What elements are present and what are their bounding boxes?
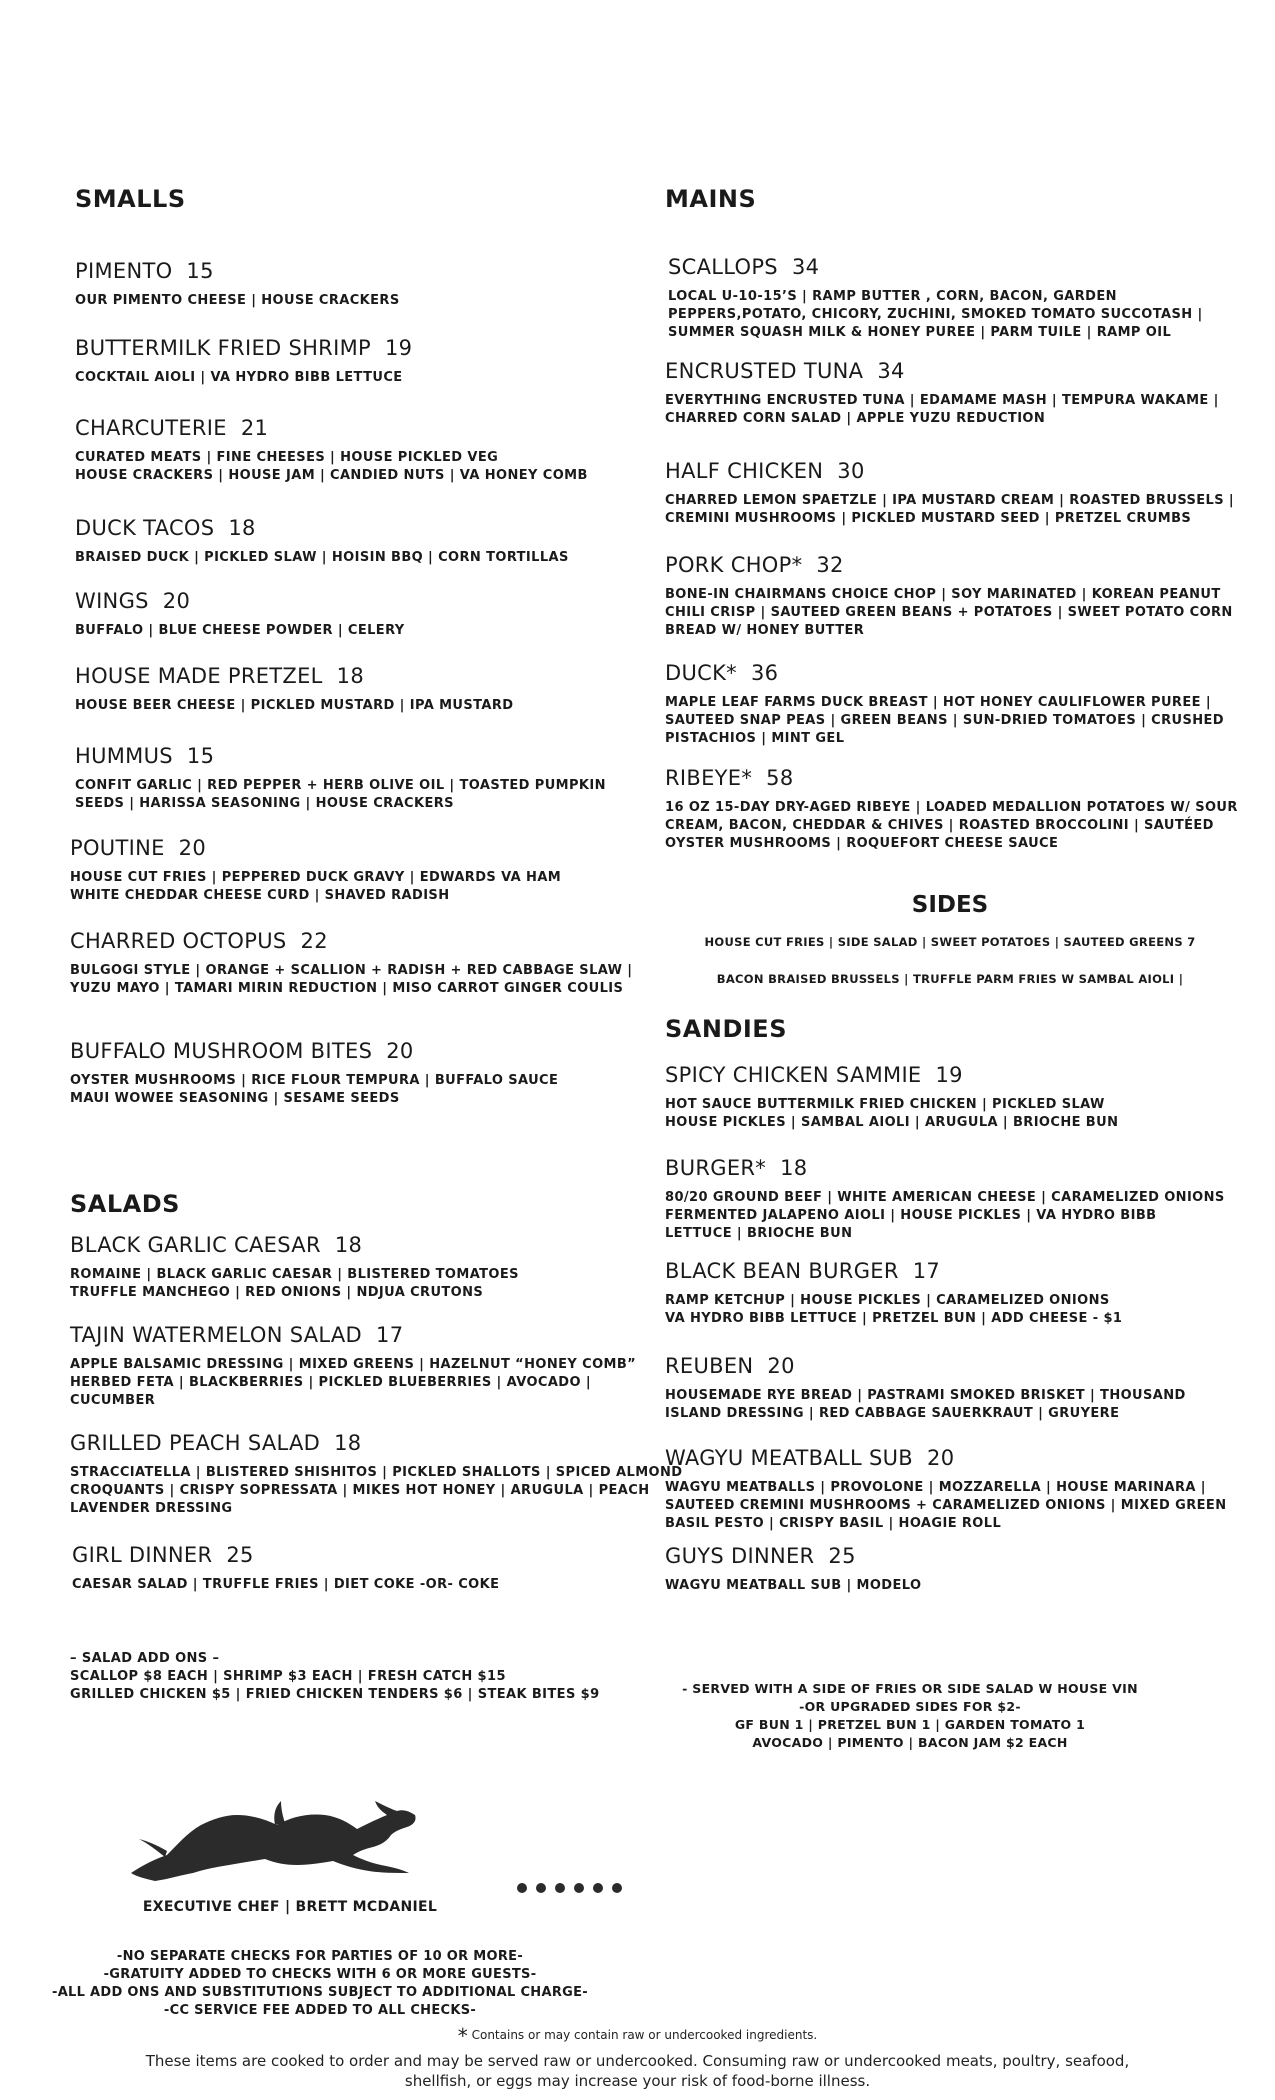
description-line: SAUTEED SNAP PEAS | GREEN BEANS | SUN-DRIED TOMATOES | CRUSHED	[665, 713, 1224, 728]
menu-item-title: ENCRUSTED TUNA	[665, 359, 864, 383]
addons-line: GRILLED CHICKEN $5 | FRIED CHICKEN TENDERS $6 | STEAK BITES $9	[70, 1687, 600, 1702]
menu-item-description	[665, 799, 1238, 853]
menu-item-description	[75, 449, 635, 485]
served-line: -OR UPGRADED SIDES FOR $2-	[799, 1699, 1021, 1714]
disclaimer-text: Contains or may contain raw or undercooked ingredients.	[471, 2028, 818, 2042]
menu-item-description	[665, 1096, 1225, 1132]
menu-item	[72, 1542, 632, 1594]
description-line: OYSTER MUSHROOMS | RICE FLOUR TEMPURA | BUFFALO SAUCE	[70, 1073, 559, 1088]
description-line: LOCAL U-10-15’S | RAMP BUTTER , CORN, BACON, GARDEN	[668, 289, 1117, 304]
served-line: GF BUN 1 | PRETZEL BUN 1 | GARDEN TOMATO 1	[734, 1717, 1086, 1732]
menu-item-name	[665, 1543, 1225, 1569]
description-line: SEEDS | HARISSA SEASONING | HOUSE CRACKERS	[75, 796, 454, 811]
menu-item-description	[665, 586, 1233, 640]
menu-item-name	[75, 258, 635, 284]
menu-item-name	[665, 1062, 1225, 1088]
menu-item-description	[72, 1576, 632, 1594]
description-line: HOUSEMADE RYE BREAD | PASTRAMI SMOKED BRISKET | THOUSAND	[665, 1388, 1186, 1403]
menu-item-title: DUCK TACOS	[75, 516, 215, 540]
menu-item-description	[665, 1189, 1225, 1243]
executive-chef: EXECUTIVE CHEF | BRETT MCDANIEL	[142, 1899, 438, 1915]
menu-item-title: HALF CHICKEN	[665, 459, 824, 483]
menu-item-price: 36	[750, 661, 779, 685]
menu-item-description	[75, 697, 635, 715]
menu-item-description	[70, 1266, 630, 1302]
menu-item-price: 20	[162, 589, 191, 613]
description-line: OYSTER MUSHROOMS | ROQUEFORT CHEESE SAUCE	[665, 836, 1059, 851]
menu-item-title: REUBEN	[665, 1354, 754, 1378]
menu-item-price: 20	[178, 836, 206, 860]
menu-item-name	[70, 1232, 630, 1258]
description-line: HOT SAUCE BUTTERMILK FRIED CHICKEN | PICKLED SLAW	[665, 1097, 1105, 1112]
menu-item-price: 25	[828, 1544, 856, 1568]
menu-item-name	[665, 1258, 1225, 1284]
menu-item-title: GIRL DINNER	[72, 1543, 213, 1567]
section-title-sandies: SANDIES	[665, 1015, 787, 1043]
menu-item-title: SPICY CHICKEN SAMMIE	[665, 1063, 922, 1087]
menu-item	[668, 254, 1228, 342]
description-line: WHITE CHEDDAR CHEESE CURD | SHAVED RADISH	[70, 888, 450, 903]
menu-item-price: 30	[837, 459, 865, 483]
menu-item-name	[75, 663, 635, 689]
description-line: MAUI WOWEE SEASONING | SESAME SEEDS	[70, 1091, 400, 1106]
menu-item-name	[665, 358, 1225, 384]
policy-line: -GRATUITY ADDED TO CHECKS WITH 6 OR MORE GUESTS-	[103, 1967, 537, 1982]
description-line: ISLAND DRESSING | RED CABBAGE SAUERKRAUT | GRUYERE	[665, 1406, 1120, 1421]
description-line: WAGYU MEATBALLS | PROVOLONE | MOZZARELLA | HOUSE MARINARA |	[665, 1480, 1206, 1495]
menu-item-price: 17	[912, 1259, 941, 1283]
policy-line: -ALL ADD ONS AND SUBSTITUTIONS SUBJECT TO ADDITIONAL CHARGE-	[52, 1985, 588, 2000]
menu-item-price: 15	[186, 259, 214, 283]
description-line: OUR PIMENTO CHEESE | HOUSE CRACKERS	[75, 293, 400, 308]
menu-item-name	[75, 588, 635, 614]
dot-icon	[555, 1883, 565, 1893]
menu-item-description	[665, 1387, 1225, 1423]
section-title-mains: MAINS	[665, 185, 757, 213]
served-line: AVOCADO | PIMENTO | BACON JAM $2 EACH	[752, 1735, 1068, 1750]
menu-item-name	[665, 1155, 1225, 1181]
description-line: CREAM, BACON, CHEDDAR & CHIVES | ROASTED BROCCOLINI | SAUTÉED	[665, 818, 1214, 833]
raw-disclaimer-line2: These items are cooked to order and may be served raw or undercooked. Consuming raw or undercooked meats, poultry, seafood,	[145, 2052, 1130, 2070]
description-line: CONFIT GARLIC | RED PEPPER + HERB OLIVE OIL | TOASTED PUMPKIN	[75, 778, 606, 793]
description-line: WAGYU MEATBALL SUB | MODELO	[665, 1578, 922, 1593]
menu-item-name	[665, 458, 1225, 484]
menu-item	[665, 1062, 1225, 1132]
menu-item-description	[70, 1072, 630, 1108]
description-line: CAESAR SALAD | TRUFFLE FRIES | DIET COKE -OR- COKE	[72, 1577, 500, 1592]
menu-item-title: PORK CHOP*	[665, 553, 803, 577]
description-line: TRUFFLE MANCHEGO | RED ONIONS | NDJUA CRUTONS	[70, 1285, 484, 1300]
description-line: CHARRED CORN SALAD | APPLE YUZU REDUCTION	[665, 411, 1046, 426]
policies	[40, 1948, 600, 2020]
menu-item-price: 18	[336, 664, 364, 688]
menu-item-description	[665, 1479, 1225, 1533]
menu-item-title: CHARCUTERIE	[75, 416, 227, 440]
menu-item-name	[665, 660, 1225, 686]
menu-item-price: 17	[376, 1323, 404, 1347]
description-line: BREAD W/ HONEY BUTTER	[665, 623, 865, 638]
menu-item-price: 22	[300, 929, 328, 953]
menu-item	[665, 458, 1235, 528]
menu-item	[665, 765, 1238, 853]
menu-item-title: GRILLED PEACH SALAD	[70, 1431, 321, 1455]
section-title-salads: SALADS	[70, 1190, 180, 1218]
description-line: FERMENTED JALAPENO AIOLI | HOUSE PICKLES | VA HYDRO BIBB	[665, 1208, 1157, 1223]
salad-addons	[70, 1650, 630, 1704]
menu-item	[75, 335, 635, 387]
menu-item-name	[668, 254, 1228, 280]
served-line: - SERVED WITH A SIDE OF FRIES OR SIDE SALAD W HOUSE VIN	[682, 1681, 1138, 1696]
description-line: STRACCIATELLA | BLISTERED SHISHITOS | PICKLED SHALLOTS | SPICED ALMOND	[70, 1465, 683, 1480]
menu-item-price: 25	[226, 1543, 254, 1567]
menu-item-price: 32	[816, 553, 844, 577]
menu-item-price: 34	[791, 255, 820, 279]
description-line: CHILI CRISP | SAUTEED GREEN BEANS + POTATOES | SWEET POTATO CORN	[665, 605, 1233, 620]
dot-icon	[612, 1883, 622, 1893]
menu-item-description	[665, 392, 1225, 428]
menu-item-description	[665, 1292, 1225, 1328]
addons-line: SCALLOP $8 EACH | SHRIMP $3 EACH | FRESH CATCH $15	[70, 1669, 506, 1684]
menu-item-description	[665, 1577, 1225, 1595]
menu-item-name	[665, 765, 1225, 791]
decorative-dots	[517, 1883, 622, 1893]
menu-item-title: BLACK BEAN BURGER	[665, 1259, 899, 1283]
raw-disclaimer-line3: shellfish, or eggs may increase your risk of food-borne illness.	[404, 2072, 871, 2090]
addons-title: – SALAD ADD ONS –	[70, 1651, 220, 1666]
description-line: BONE-IN CHAIRMANS CHOICE CHOP | SOY MARINATED | KOREAN PEANUT	[665, 587, 1221, 602]
menu-item-description	[70, 869, 630, 905]
description-line: BULGOGI STYLE | ORANGE + SCALLION + RADISH + RED CABBAGE SLAW |	[70, 963, 633, 978]
menu-item-name	[75, 335, 635, 361]
served-with-note	[660, 1680, 1160, 1752]
menu-item-title: BLACK GARLIC CAESAR	[70, 1233, 321, 1257]
menu-item-price: 18	[780, 1156, 808, 1180]
menu-item-description	[70, 1356, 637, 1410]
menu-item-name	[75, 743, 635, 769]
menu-item-price: 20	[927, 1446, 955, 1470]
menu-item-title: WINGS	[75, 589, 149, 613]
dot-icon	[536, 1883, 546, 1893]
menu-item	[665, 1445, 1225, 1533]
menu-item-name	[70, 835, 630, 861]
menu-item-name	[70, 1430, 630, 1456]
section-title-smalls: SMALLS	[75, 185, 186, 213]
description-line: MAPLE LEAF FARMS DUCK BREAST | HOT HONEY CAULIFLOWER PUREE |	[665, 695, 1211, 710]
running-hare-icon	[125, 1785, 425, 1885]
menu-item	[70, 1038, 630, 1108]
menu-item-title: SCALLOPS	[668, 255, 778, 279]
menu-item-title: WAGYU MEATBALL SUB	[665, 1446, 914, 1470]
menu-item-title: HUMMUS	[75, 744, 173, 768]
menu-item-name	[70, 1322, 630, 1348]
menu-item	[70, 1322, 637, 1410]
dot-icon	[593, 1883, 603, 1893]
menu-item-title: POUTINE	[70, 836, 165, 860]
menu-item-name	[72, 1542, 632, 1568]
menu-item	[665, 1543, 1225, 1595]
description-line: COCKTAIL AIOLI | VA HYDRO BIBB LETTUCE	[75, 370, 403, 385]
description-line: HOUSE PICKLES | SAMBAL AIOLI | ARUGULA | BRIOCHE BUN	[665, 1115, 1119, 1130]
menu-item-price: 34	[877, 359, 905, 383]
dot-icon	[574, 1883, 584, 1893]
menu-item-price: 58	[766, 766, 794, 790]
menu-item-title: CHARRED OCTOPUS	[70, 929, 287, 953]
menu-item-title: GUYS DINNER	[665, 1544, 815, 1568]
menu-item-description	[75, 549, 635, 567]
description-line: PISTACHIOS | MINT GEL	[665, 731, 845, 746]
description-line: RAMP KETCHUP | HOUSE PICKLES | CARAMELIZED ONIONS	[665, 1293, 1110, 1308]
menu-item-title: BURGER*	[665, 1156, 767, 1180]
description-line: EVERYTHING ENCRUSTED TUNA | EDAMAME MASH | TEMPURA WAKAME |	[665, 393, 1219, 408]
description-line: CREMINI MUSHROOMS | PICKLED MUSTARD SEED | PRETZEL CRUMBS	[665, 511, 1192, 526]
menu-item	[665, 358, 1225, 428]
menu-item-name	[70, 1038, 630, 1064]
description-line: BUFFALO | BLUE CHEESE POWDER | CELERY	[75, 623, 405, 638]
sides-line: HOUSE CUT FRIES | SIDE SALAD | SWEET POTATOES | SAUTEED GREENS 7	[704, 935, 1196, 949]
menu-item-price: 20	[386, 1039, 414, 1063]
description-line: SAUTEED CREMINI MUSHROOMS + CARAMELIZED ONIONS | MIXED GREEN	[665, 1498, 1227, 1513]
menu-item-description	[665, 492, 1235, 528]
description-line: CHARRED LEMON SPAETZLE | IPA MUSTARD CREAM | ROASTED BRUSSELS |	[665, 493, 1235, 508]
menu-item-name	[70, 928, 630, 954]
asterisk: *	[457, 2024, 468, 2048]
menu-item	[75, 663, 635, 715]
menu-item-price: 20	[767, 1354, 795, 1378]
description-line: VA HYDRO BIBB LETTUCE | PRETZEL BUN | ADD CHEESE - $1	[665, 1311, 1123, 1326]
dot-icon	[517, 1883, 527, 1893]
menu-item	[75, 743, 635, 813]
menu-item-price: 18	[228, 516, 256, 540]
menu-item-title: HOUSE MADE PRETZEL	[75, 664, 323, 688]
policy-line: -CC SERVICE FEE ADDED TO ALL CHECKS-	[163, 2003, 477, 2018]
description-line: 16 OZ 15-DAY DRY-AGED RIBEYE | LOADED MEDALLION POTATOES W/ SOUR	[665, 800, 1238, 815]
description-line: 80/20 GROUND BEEF | WHITE AMERICAN CHEESE | CARAMELIZED ONIONS	[665, 1190, 1225, 1205]
menu-item	[665, 1353, 1225, 1423]
menu-item	[70, 1232, 630, 1302]
description-line: BASIL PESTO | CRISPY BASIL | HOAGIE ROLL	[665, 1516, 1002, 1531]
description-line: BRAISED DUCK | PICKLED SLAW | HOISIN BBQ | CORN TORTILLAS	[75, 550, 569, 565]
description-line: CUCUMBER	[70, 1393, 156, 1408]
menu-item	[665, 1258, 1225, 1328]
menu-item-description	[665, 694, 1225, 748]
menu-item-description	[75, 777, 635, 813]
description-line: LETTUCE | BRIOCHE BUN	[665, 1226, 853, 1241]
description-line: YUZU MAYO | TAMARI MIRIN REDUCTION | MISO CARROT GINGER COULIS	[70, 981, 624, 996]
menu-item	[70, 1430, 683, 1518]
menu-item-name	[75, 415, 635, 441]
menu-item	[665, 1155, 1225, 1243]
description-line: APPLE BALSAMIC DRESSING | MIXED GREENS | HAZELNUT “HONEY COMB”	[70, 1357, 637, 1372]
menu-item-name	[665, 1353, 1225, 1379]
menu-item-description	[668, 288, 1228, 342]
menu-item-description	[75, 369, 635, 387]
menu-item-title: BUTTERMILK FRIED SHRIMP	[75, 336, 371, 360]
menu-item-price: 15	[186, 744, 215, 768]
description-line: PEPPERS,POTATO, CHICORY, ZUCHINI, SMOKED TOMATO SUCCOTASH |	[668, 307, 1203, 322]
menu-item-price: 21	[240, 416, 269, 440]
menu-item	[75, 415, 635, 485]
menu-item	[70, 928, 633, 998]
menu-item-title: BUFFALO MUSHROOM BITES	[70, 1039, 373, 1063]
menu-item-name	[665, 552, 1225, 578]
menu-item	[75, 515, 635, 567]
menu-item-price: 19	[935, 1063, 963, 1087]
menu-item-title: PIMENTO	[75, 259, 173, 283]
menu-item-title: DUCK*	[665, 661, 737, 685]
description-line: CROQUANTS | CRISPY SOPRESSATA | MIKES HOT HONEY | ARUGULA | PEACH	[70, 1483, 650, 1498]
sides-line: BACON BRAISED BRUSSELS | TRUFFLE PARM FRIES W SAMBAL AIOLI |	[716, 972, 1184, 986]
menu-item	[70, 835, 630, 905]
menu-item	[75, 258, 635, 310]
menu-item-price: 18	[334, 1233, 363, 1257]
raw-disclaimer-line1	[0, 2024, 1275, 2048]
description-line: HOUSE CUT FRIES | PEPPERED DUCK GRAVY | EDWARDS VA HAM	[70, 870, 562, 885]
menu-item-description	[75, 292, 635, 310]
description-line: HOUSE CRACKERS | HOUSE JAM | CANDIED NUTS | VA HONEY COMB	[75, 468, 588, 483]
menu-item-description	[70, 962, 633, 998]
menu-item-title: RIBEYE*	[665, 766, 753, 790]
menu-item-title: TAJIN WATERMELON SALAD	[70, 1323, 363, 1347]
menu-item-description	[75, 622, 635, 640]
description-line: LAVENDER DRESSING	[70, 1501, 233, 1516]
description-line: SUMMER SQUASH MILK & HONEY PUREE | PARM TUILE | RAMP OIL	[668, 325, 1172, 340]
menu-item-description	[70, 1464, 683, 1518]
description-line: CURATED MEATS | FINE CHEESES | HOUSE PICKLED VEG	[75, 450, 499, 465]
menu-item-price: 18	[334, 1431, 362, 1455]
menu-item	[665, 660, 1225, 748]
menu-item	[75, 588, 635, 640]
menu-item-price: 19	[384, 336, 413, 360]
section-title-sides: SIDES	[911, 892, 989, 918]
menu-item	[665, 552, 1233, 640]
description-line: HERBED FETA | BLACKBERRIES | PICKLED BLUEBERRIES | AVOCADO |	[70, 1375, 592, 1390]
description-line: HOUSE BEER CHEESE | PICKLED MUSTARD | IPA MUSTARD	[75, 698, 514, 713]
description-line: ROMAINE | BLACK GARLIC CAESAR | BLISTERED TOMATOES	[70, 1267, 519, 1282]
menu-item-name	[75, 515, 635, 541]
menu-item-name	[665, 1445, 1225, 1471]
policy-line: -NO SEPARATE CHECKS FOR PARTIES OF 10 OR MORE-	[116, 1949, 524, 1964]
